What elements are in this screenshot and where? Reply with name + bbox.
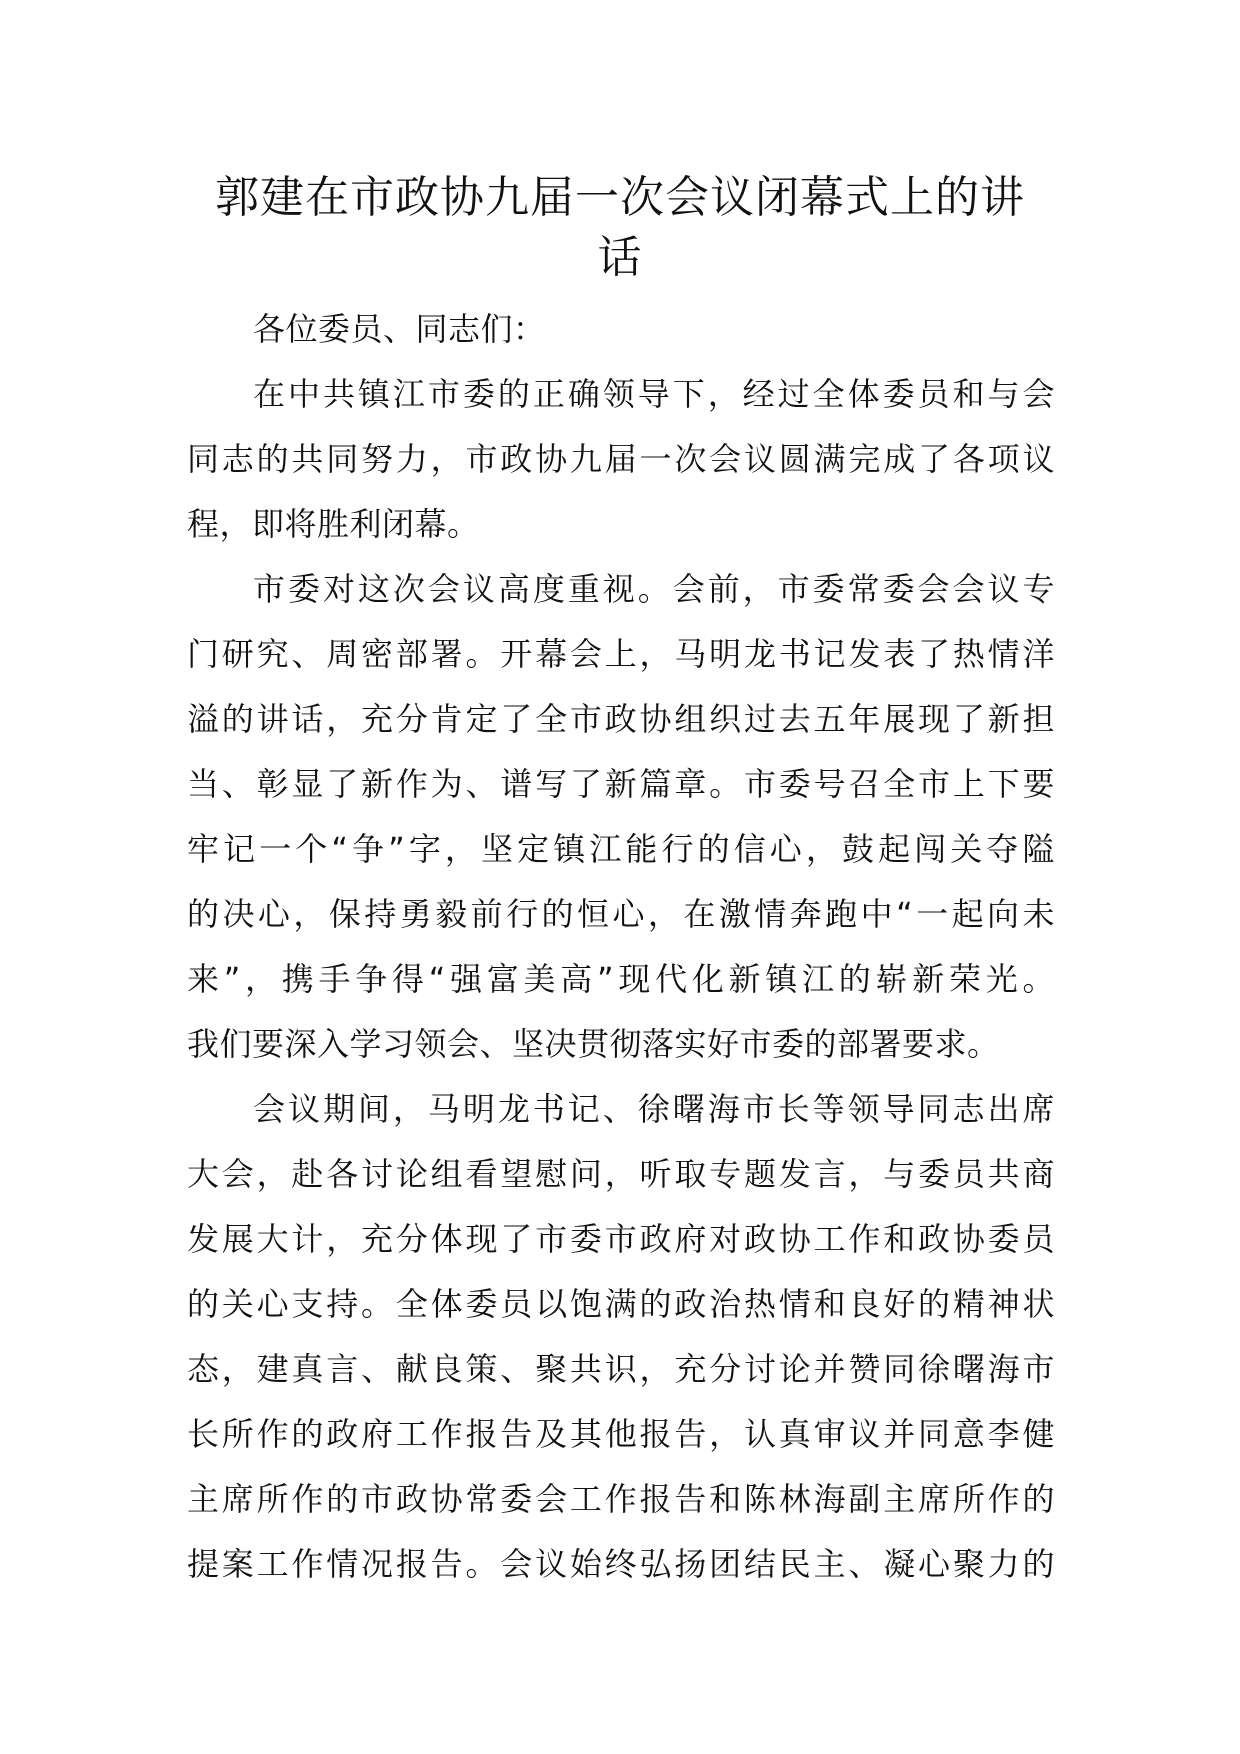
body-line: 牢记一个“争”字，坚定镇江能行的信心，鼓起闯关夺隘 [187,830,1055,868]
document-title [190,168,1050,288]
body-line: 态，建真言、献良策、聚共识，充分讨论并赞同徐曙海市 [187,1350,1055,1388]
body-line: 程，即将胜利闭幕。 [187,505,480,543]
body-line: 会议期间，马明龙书记、徐曙海市长等领导同志出席 [253,1090,1055,1128]
body-line: 门研究、周密部署。开幕会上，马明龙书记发表了热情洋 [187,635,1055,673]
body-line: 主席所作的市政协常委会工作报告和陈林海副主席所作的 [187,1480,1055,1518]
body-line: 提案工作情况报告。会议始终弘扬团结民主、凝心聚力的 [187,1545,1055,1583]
body-line: 大会，赴各讨论组看望慰问，听取专题发言，与委员共商 [187,1155,1055,1193]
body-line: 我们要深入学习领会、坚决贯彻落实好市委的部署要求。 [187,1025,1000,1063]
body-line: 的决心，保持勇毅前行的恒心，在激情奔跑中“一起向未 [187,895,1055,933]
body-line: 来”，携手争得“强富美高”现代化新镇江的崭新荣光。 [187,960,1055,998]
body-line: 在中共镇江市委的正确领导下，经过全体委员和与会 [253,375,1055,413]
title-line-2: 话 [597,232,643,283]
body-line: 长所作的政府工作报告及其他报告，认真审议并同意李健 [187,1415,1055,1453]
body-line: 市委对这次会议高度重视。会前，市委常委会会议专 [253,570,1055,608]
body-line: 溢的讲话，充分肯定了全市政协组织过去五年展现了新担 [187,700,1055,738]
title-line-1: 郭建在市政协九届一次会议闭幕式上的讲 [215,172,1025,223]
body-line: 同志的共同努力，市政协九届一次会议圆满完成了各项议 [187,440,1055,478]
body-line: 的关心支持。全体委员以饱满的政治热情和良好的精神状 [187,1285,1055,1323]
body-line: 发展大计，充分体现了市委市政府对政协工作和政协委员 [187,1220,1055,1258]
document-body [187,297,1055,1597]
body-line: 当、彰显了新作为、谱写了新篇章。市委号召全市上下要 [187,765,1055,803]
salutation: 各位委员、同志们： [253,310,546,348]
